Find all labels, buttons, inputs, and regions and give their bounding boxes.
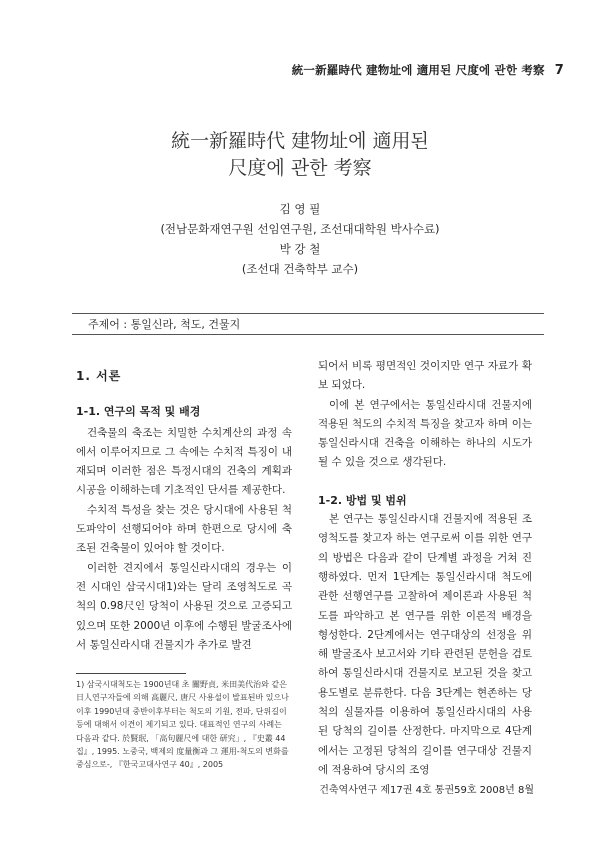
title-line-2: 尺度에 관한 考察: [228, 157, 372, 179]
keywords-box: 주제어 : 통일신라, 척도, 건물지: [72, 313, 544, 335]
right-column: [318, 357, 532, 780]
paragraph: 본 연구는 통일신라시대 건물지에 적용된 조영척도를 찾고자 하는 연구로써 이를 위한 연구의 방법은 다음과 같이 단계별 과정을 거쳐 진행하였다. 먼저 1단계는 통일신라시대 척도에 관한 선행연구를 고찰하여 제이론과 사용된 척도를 파악하고 본 연구를 위한 이론적 배경을 형성한다. 2단계에서는 연구대상의 선정을 위해 발굴조사 보고서와 기타 관련된 문헌을 검토하여 통일신라시대 건물지로 보고된 것을 찾고 용도별로 분류한다. 다음 3단계는 현존하는 당척의 실물자를 이용하여 통일신라시대의 사용된 당척의 길이를 산정한다. 마지막으로 4단계에서는 고정된 당척의 길이를 연구대상 건물지에 적용하여 당시의 조영: [318, 513, 532, 776]
journal-footer: 건축역사연구 제17권 4호 통권59호 2008년 8월: [319, 785, 534, 796]
subsection-heading: 1-1. 연구의 목적 및 배경: [76, 405, 201, 419]
left-column: [76, 357, 292, 655]
footnote: 1) 삼국시대척도는 1900년대 초 關野貞, 米田美代治와 같은 日人연구자들에 의해 高麗尺, 唐尺 사용설이 발표된바 있으나 이후 1990년대 중반이후부터는 척도의 기원, 전파, 단위길이 등에 대해서 이견이 제기되고 있다. 대표적인 연구의 사례는 다음과 같다. 於賢珉, 「高句麗尺에 대한 研究」, 『史叢 44집』, 1995. 노중국, 백제의 度量衡과 그 運用-척도의 변화를 중심으로-, 『한국고대사연구 40』, 2005: [76, 680, 289, 770]
page-number: 7: [554, 63, 564, 78]
title-line-1: 統一新羅時代 建物址에 適用된: [171, 130, 429, 152]
author-affiliation: (전남문화재연구원 선임연구원, 조선대대학원 박사수료): [160, 222, 440, 236]
author-block: [0, 199, 600, 279]
running-title: 統一新羅時代 建物址에 適用된 尺度에 관한 考察: [291, 63, 545, 77]
paragraph: 건축물의 축조는 치밀한 수치계산의 과정 속에서 이루어지므로 그 속에는 수치적 특징이 내재되며 이러한 점은 특정시대의 건축의 계획과 시공을 이해하는데 기초적인 단서를 제공한다.: [76, 426, 292, 497]
author-name: 박 강 철: [279, 242, 321, 256]
paragraph: 되어서 비록 평면적인 것이지만 연구 자료가 확보 되었다.: [318, 360, 532, 392]
paragraph: 수치적 특성을 찾는 것은 당시대에 사용된 척도파악이 선행되어야 하며 한편으로 당시에 축조된 건축물이 있어야 할 것이다.: [76, 503, 292, 555]
paper-title: [0, 128, 600, 182]
subsection-heading: 1-2. 방법 및 범위: [318, 493, 407, 507]
paragraph: 이러한 견지에서 통일신라시대의 경우는 이전 시대인 삼국시대1)와는 달리 조영척도로 곡척의 0.98尺인 당척이 사용된 것으로 고증되고 있으며 또한 2000년 이후에 수행된 발굴조사에서 통일신라시대 건물지가 추가로 발견: [76, 561, 292, 651]
running-header: [292, 62, 564, 78]
paragraph: 이에 본 연구에서는 통일신라시대 건물지에 적용된 척도의 수치적 특징을 찾고자 하며 이는 통일신라시대 건축을 이해하는 하나의 시도가 될 수 있을 것으로 생각된다.: [318, 398, 532, 469]
section-heading: 1. 서론: [76, 369, 122, 383]
footnote-divider: [76, 673, 186, 674]
author-name: 김 영 필: [279, 202, 321, 216]
author-affiliation: (조선대 건축학부 교수): [241, 262, 359, 276]
